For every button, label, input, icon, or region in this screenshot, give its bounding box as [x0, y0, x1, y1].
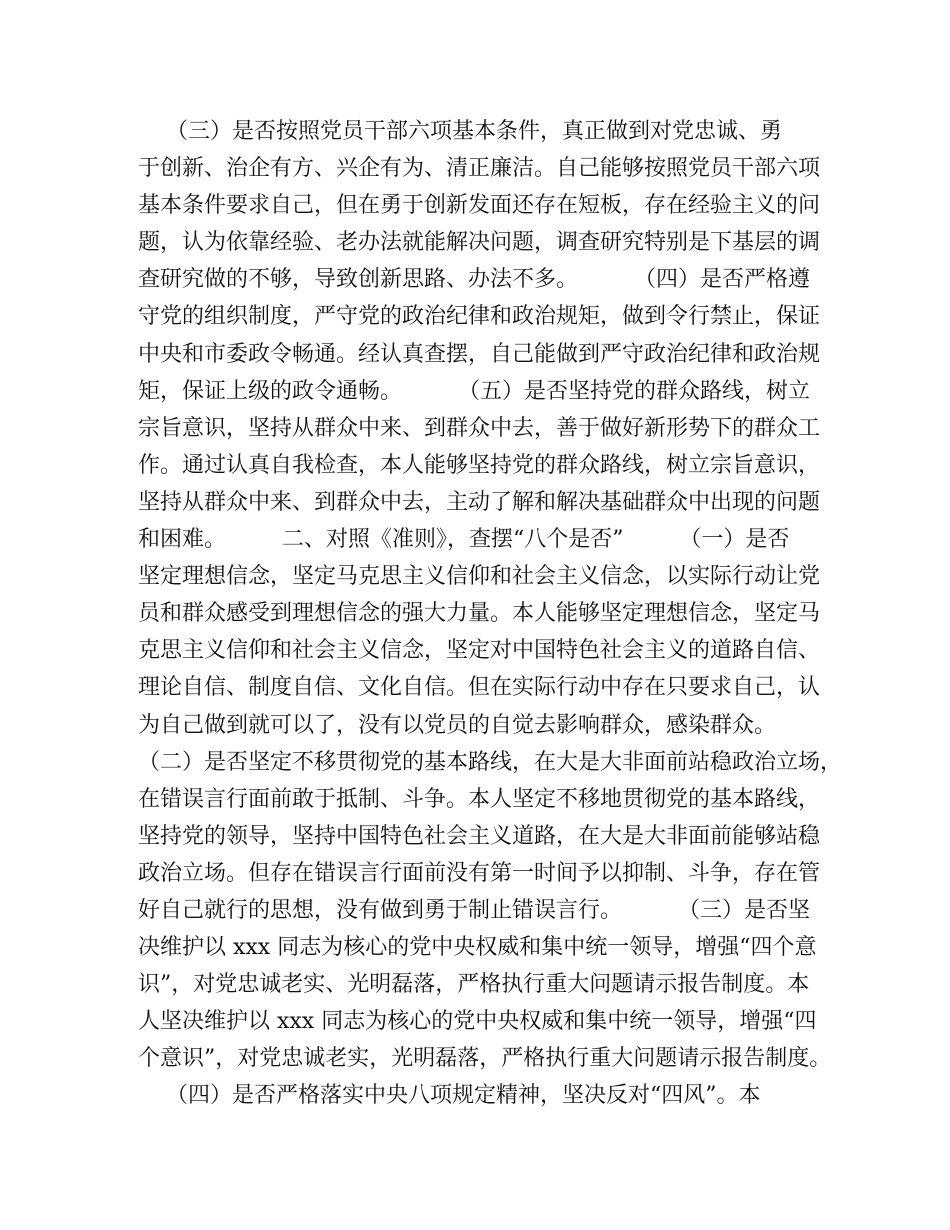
- text-line: 决维护以 xxx 同志为核心的党中央权威和集中统一领导，增强“四个意: [138, 935, 817, 961]
- text-line: 和困难。 二、对照《准则》，查摆“八个是否” （一）是否: [138, 527, 790, 553]
- text-line: （四）是否严格落实中央八项规定精神，坚决反对“四风”。本: [138, 1083, 761, 1109]
- text-line: 理论自信、制度自信、文化自信。但在实际行动中存在只要求自己，认: [138, 675, 821, 701]
- text-line: 作。通过认真自我检查，本人能够坚持党的群众路线，树立宗旨意识，: [138, 452, 821, 478]
- text-line: 坚持从群众中来、到群众中去，主动了解和解决基础群众中出现的问题: [138, 489, 821, 515]
- text-line: 宗旨意识，坚持从群众中来、到群众中去，善于做好新形势下的群众工: [138, 415, 821, 441]
- text-line: 于创新、治企有方、兴企有为、清正廉洁。自己能够按照党员干部六项: [138, 156, 821, 182]
- text-line: 识”，对党忠诚老实、光明磊落，严格执行重大问题请示报告制度。本: [138, 972, 810, 998]
- text-line: 个意识”，对党忠诚老实，光明磊落，严格执行重大问题请示报告制度。: [138, 1046, 832, 1072]
- text-line: 守党的组织制度，严守党的政治纪律和政治规矩，做到令行禁止，保证: [138, 304, 821, 330]
- text-line: 基本条件要求自己，但在勇于创新发面还存在短板，存在经验主义的问: [138, 193, 821, 219]
- text-line: 在错误言行面前敢于抵制、斗争。本人坚定不移地贯彻党的基本路线，: [138, 786, 821, 812]
- text-line: （三）是否按照党员干部六项基本条件，真正做到对党忠诚、勇: [138, 119, 782, 144]
- text-line: 矩，保证上级的政令通畅。 （五）是否坚持党的群众路线，树立: [138, 378, 810, 404]
- text-line: 查研究做的不够，导致创新思路、办法不多。 （四）是否严格遵: [138, 267, 810, 293]
- text-line: 题，认为依靠经验、老办法就能解决问题，调查研究特别是下基层的调: [138, 230, 821, 256]
- text-line: 为自己做到就可以了，没有以党员的自觉去影响群众，感染群众。: [138, 712, 777, 738]
- body-text: [138, 113, 843, 1115]
- text-line: 政治立场。但存在错误言行面前没有第一时间予以抑制、斗争，存在管: [138, 860, 821, 886]
- text-line: 好自己就行的思想，没有做到勇于制止错误言行。 （三）是否坚: [138, 897, 810, 923]
- text-line: 人坚决维护以 xxx 同志为核心的党中央权威和集中统一领导，增强“四: [138, 1009, 817, 1035]
- text-line: 坚定理想信念，坚定马克思主义信仰和社会主义信念，以实际行动让党: [138, 564, 821, 590]
- text-line: （二）是否坚定不移贯彻党的基本路线，在大是大非面前站稳政治立场，: [138, 749, 843, 775]
- text-line: 克思主义信仰和社会主义信念，坚定对中国特色社会主义的道路自信、: [138, 638, 821, 664]
- text-line: 中央和市委政令畅通。经认真查摆，自己能做到严守政治纪律和政治规: [138, 341, 821, 367]
- text-line: 员和群众感受到理想信念的强大力量。本人能够坚定理想信念，坚定马: [138, 601, 821, 627]
- text-line: 坚持党的领导，坚持中国特色社会主义道路，在大是大非面前能够站稳: [138, 823, 821, 849]
